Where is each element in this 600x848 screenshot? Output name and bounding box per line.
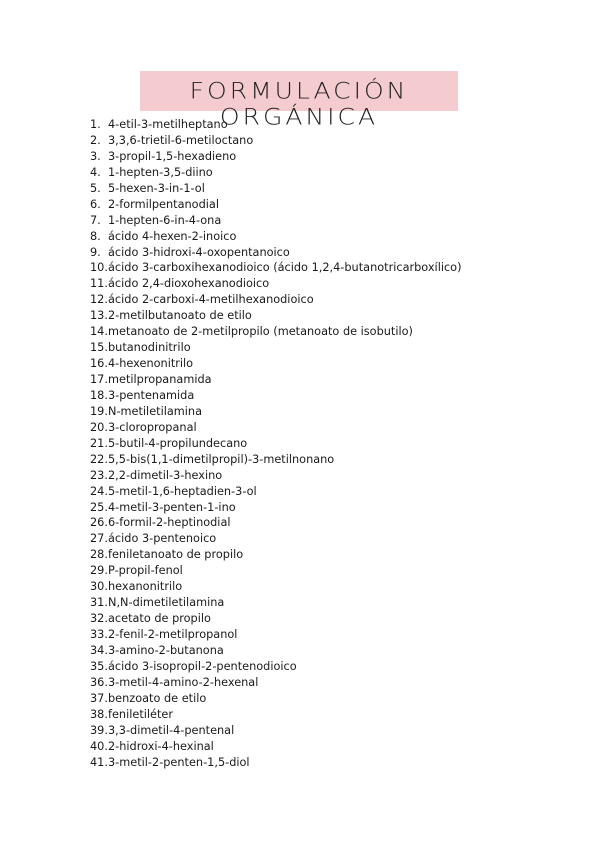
item-text: 3-metil-4-amino-2-hexenal bbox=[108, 675, 259, 689]
item-text: 3-cloropropanal bbox=[108, 420, 197, 434]
list-item bbox=[90, 420, 462, 436]
item-text: N-metiletilamina bbox=[108, 404, 202, 418]
list-item bbox=[90, 468, 462, 484]
item-text: butanodinitrilo bbox=[108, 341, 191, 355]
item-text: 6-formil-2-heptinodial bbox=[108, 516, 231, 530]
item-number: 33. bbox=[90, 628, 108, 641]
page-title: FORMULACIÓN ORGÁNICA bbox=[189, 77, 409, 131]
list-item bbox=[90, 181, 462, 197]
item-text: 3,3-dimetil-4-pentenal bbox=[108, 723, 235, 737]
item-number: 34. bbox=[90, 643, 108, 657]
item-number: 16. bbox=[90, 357, 108, 371]
item-text: ácido 3-hidroxi-4-oxopentanoico bbox=[108, 245, 290, 259]
item-number: 13. bbox=[90, 309, 108, 323]
list-item bbox=[90, 229, 462, 245]
item-text: benzoato de etilo bbox=[108, 691, 207, 705]
list-item bbox=[90, 260, 462, 276]
item-number: 7. bbox=[90, 213, 101, 227]
item-text: 2-fenil-2-metilpropanol bbox=[108, 628, 238, 641]
item-text: ácido 3-isopropil-2-pentenodioico bbox=[108, 659, 297, 673]
item-number: 9. bbox=[90, 245, 101, 259]
item-number: 14. bbox=[90, 325, 108, 339]
item-text: 1-hepten-3,5-diino bbox=[108, 165, 213, 179]
list-item bbox=[90, 388, 462, 404]
item-number: 8. bbox=[90, 229, 101, 243]
item-number: 38. bbox=[90, 707, 108, 721]
item-number: 22. bbox=[90, 452, 108, 466]
item-text: 5-butil-4-propilundecano bbox=[108, 436, 248, 450]
list-item bbox=[90, 436, 462, 452]
list-item bbox=[90, 723, 462, 739]
item-number: 36. bbox=[90, 675, 108, 689]
item-text: 2-metilbutanoato de etilo bbox=[108, 309, 252, 323]
list-item bbox=[90, 117, 462, 133]
item-number: 24. bbox=[90, 484, 108, 498]
item-text: 3-metil-2-penten-1,5-diol bbox=[108, 755, 250, 769]
item-number: 28. bbox=[90, 548, 108, 562]
item-text: 4-hexenonitrilo bbox=[108, 357, 194, 371]
item-number: 39. bbox=[90, 723, 108, 737]
list-item bbox=[90, 245, 462, 261]
list-item bbox=[90, 340, 462, 356]
item-number: 2. bbox=[90, 133, 101, 147]
item-text: ácido 2,4-dioxohexanodioico bbox=[108, 277, 270, 291]
item-text: ácido 3-pentenoico bbox=[108, 532, 217, 546]
list-item bbox=[90, 563, 462, 579]
item-text: ácido 4-hexen-2-inoico bbox=[108, 229, 237, 243]
list-item bbox=[90, 500, 462, 516]
item-text: feniletiléter bbox=[108, 707, 173, 721]
item-text: 5,5-bis(1,1-dimetilpropil)-3-metilnonano bbox=[108, 452, 335, 466]
item-text: 3-amino-2-butanona bbox=[108, 643, 224, 657]
item-number: 19. bbox=[90, 404, 108, 418]
item-number: 18. bbox=[90, 388, 108, 402]
list-item bbox=[90, 197, 462, 213]
item-number: 40. bbox=[90, 739, 108, 753]
list-item bbox=[90, 515, 462, 531]
item-number: 20. bbox=[90, 420, 108, 434]
list-item bbox=[90, 707, 462, 723]
list-item bbox=[90, 356, 462, 372]
list-item bbox=[90, 595, 462, 611]
item-number: 11. bbox=[90, 277, 108, 291]
list-item bbox=[90, 484, 462, 500]
compound-list bbox=[90, 117, 462, 770]
list-item bbox=[90, 691, 462, 707]
item-number: 29. bbox=[90, 564, 108, 578]
item-text: 4-metil-3-penten-1-ino bbox=[108, 500, 236, 514]
item-number: 10. bbox=[90, 261, 108, 275]
list-item bbox=[90, 579, 462, 595]
item-number: 35. bbox=[90, 659, 108, 673]
item-number: 41. bbox=[90, 755, 108, 769]
item-number: 25. bbox=[90, 500, 108, 514]
item-number: 4. bbox=[90, 165, 101, 179]
list-item bbox=[90, 675, 462, 691]
item-number: 26. bbox=[90, 516, 108, 530]
list-item bbox=[90, 324, 462, 340]
item-text: 3-propil-1,5-hexadieno bbox=[108, 149, 237, 163]
item-text: metilpropanamida bbox=[108, 373, 212, 386]
item-number: 37. bbox=[90, 691, 108, 705]
item-number: 31. bbox=[90, 596, 108, 610]
list-item bbox=[90, 404, 462, 420]
item-text: 2,2-dimetil-3-hexino bbox=[108, 468, 223, 482]
item-number: 3. bbox=[90, 149, 101, 163]
item-text: ácido 2-carboxi-4-metilhexanodioico bbox=[108, 293, 314, 307]
list-item bbox=[90, 643, 462, 659]
list-item bbox=[90, 165, 462, 181]
item-number: 5. bbox=[90, 181, 101, 195]
list-item bbox=[90, 755, 462, 771]
list-item bbox=[90, 531, 462, 547]
item-text: feniletanoato de propilo bbox=[108, 548, 244, 562]
list-item bbox=[90, 659, 462, 675]
item-number: 12. bbox=[90, 293, 108, 307]
item-number: 21. bbox=[90, 436, 108, 450]
item-text: 5-hexen-3-in-1-ol bbox=[108, 181, 205, 195]
item-text: 5-metil-1,6-heptadien-3-ol bbox=[108, 484, 257, 498]
list-item bbox=[90, 133, 462, 149]
list-item bbox=[90, 739, 462, 755]
item-number: 15. bbox=[90, 341, 108, 355]
list-item bbox=[90, 452, 462, 468]
item-number: 30. bbox=[90, 580, 108, 594]
list-item bbox=[90, 627, 462, 643]
item-text: metanoato de 2-metilpropilo (metanoato de isobutilo) bbox=[108, 325, 413, 339]
item-text: P-propil-fenol bbox=[108, 564, 183, 578]
item-text: 3-pentenamida bbox=[108, 388, 195, 402]
item-number: 27. bbox=[90, 532, 108, 546]
list-item bbox=[90, 149, 462, 165]
item-number: 32. bbox=[90, 612, 108, 626]
item-text: 2-hidroxi-4-hexinal bbox=[108, 739, 214, 753]
list-item bbox=[90, 213, 462, 229]
item-text: hexanonitrilo bbox=[108, 580, 183, 594]
item-text: acetato de propilo bbox=[108, 612, 211, 626]
item-number: 17. bbox=[90, 373, 108, 386]
item-number: 1. bbox=[90, 118, 101, 131]
list-item bbox=[90, 547, 462, 563]
item-text: N,N-dimetiletilamina bbox=[108, 596, 225, 610]
item-text: 2-formilpentanodial bbox=[108, 197, 219, 211]
list-item bbox=[90, 276, 462, 292]
list-item bbox=[90, 372, 462, 388]
list-item bbox=[90, 611, 462, 627]
item-number: 23. bbox=[90, 468, 108, 482]
item-text: 1-hepten-6-in-4-ona bbox=[108, 213, 222, 227]
list-item bbox=[90, 292, 462, 308]
item-text: ácido 3-carboxihexanodioico (ácido 1,2,4-butanotricarboxílico) bbox=[108, 261, 462, 275]
item-number: 6. bbox=[90, 197, 101, 211]
item-text: 3,3,6-trietil-6-metiloctano bbox=[108, 133, 254, 147]
item-text: 4-etil-3-metilheptano bbox=[108, 118, 228, 131]
list-item bbox=[90, 308, 462, 324]
